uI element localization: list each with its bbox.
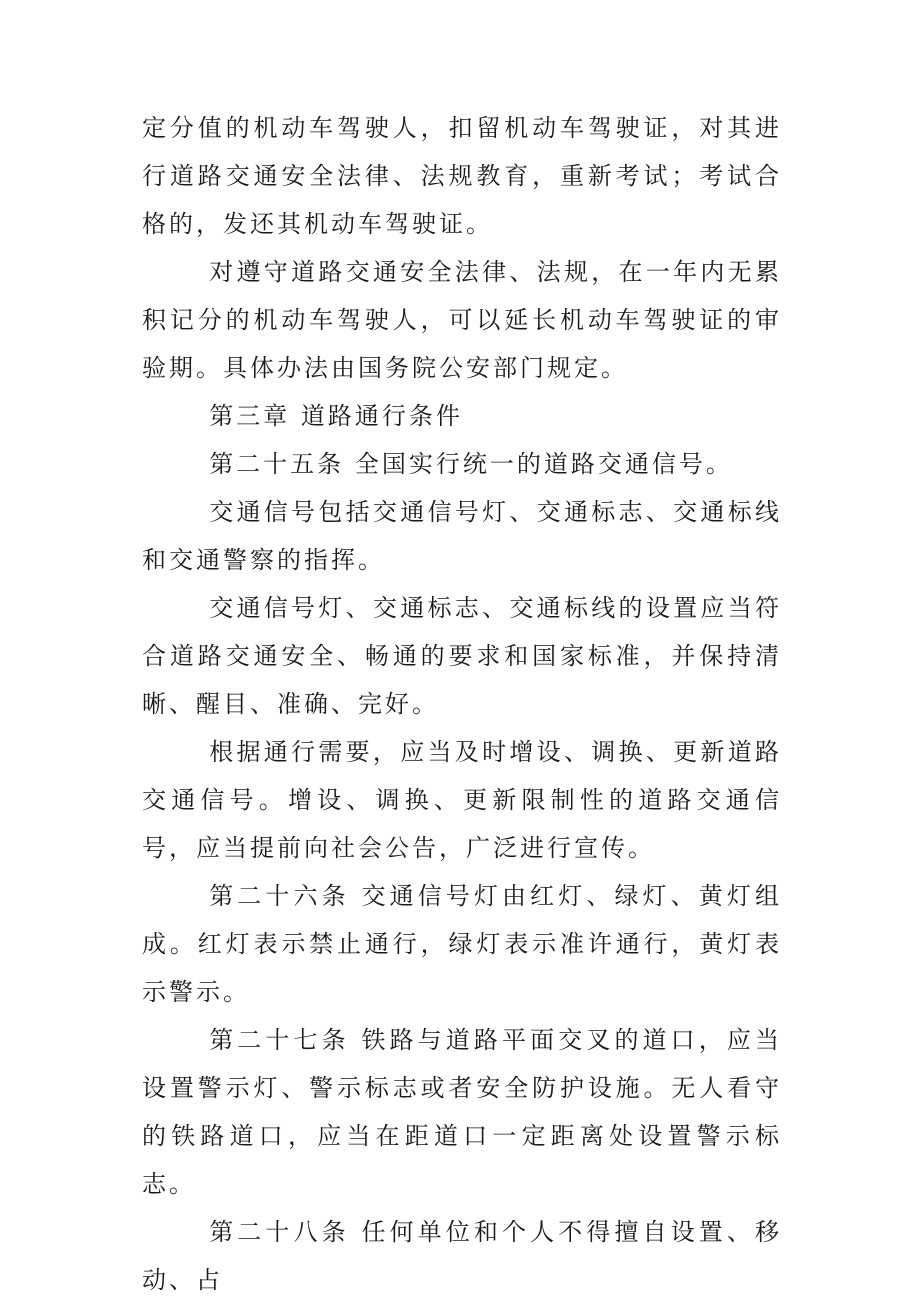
article-26: 第二十六条 交通信号灯由红灯、绿灯、黄灯组成。红灯表示禁止通行，绿灯表示准许通行，黄灯表示警示。: [142, 882, 782, 1006]
paragraph: 定分值的机动车驾驶人，扣留机动车驾驶证，对其进行道路交通安全法律、法规教育，重新考试；考试合格的，发还其机动车驾驶证。: [142, 114, 782, 238]
paragraph: 根据通行需要，应当及时增设、调换、更新道路交通信号。增设、调换、更新限制性的道路交通信号，应当提前向社会公告，广泛进行宣传。: [142, 738, 782, 862]
chapter-heading: 第三章 道路通行条件: [209, 402, 463, 430]
paragraph: 交通信号包括交通信号灯、交通标志、交通标线和交通警察的指挥。: [142, 498, 782, 574]
document-body: [142, 104, 782, 1304]
article-28: 第二十八条 任何单位和个人不得擅自设置、移动、占: [142, 1218, 782, 1294]
article-25: 第二十五条 全国实行统一的道路交通信号。: [209, 450, 733, 478]
article-27: 第二十七条 铁路与道路平面交叉的道口，应当设置警示灯、警示标志或者安全防护设施。无人看守的铁路道口，应当在距道口一定距离处设置警示标志。: [142, 1026, 782, 1198]
paragraph: 对遵守道路交通安全法律、法规，在一年内无累积记分的机动车驾驶人，可以延长机动车驾驶证的审验期。具体办法由国务院公安部门规定。: [142, 258, 782, 382]
paragraph: 交通信号灯、交通标志、交通标线的设置应当符合道路交通安全、畅通的要求和国家标准，并保持清晰、醒目、准确、完好。: [142, 594, 782, 718]
